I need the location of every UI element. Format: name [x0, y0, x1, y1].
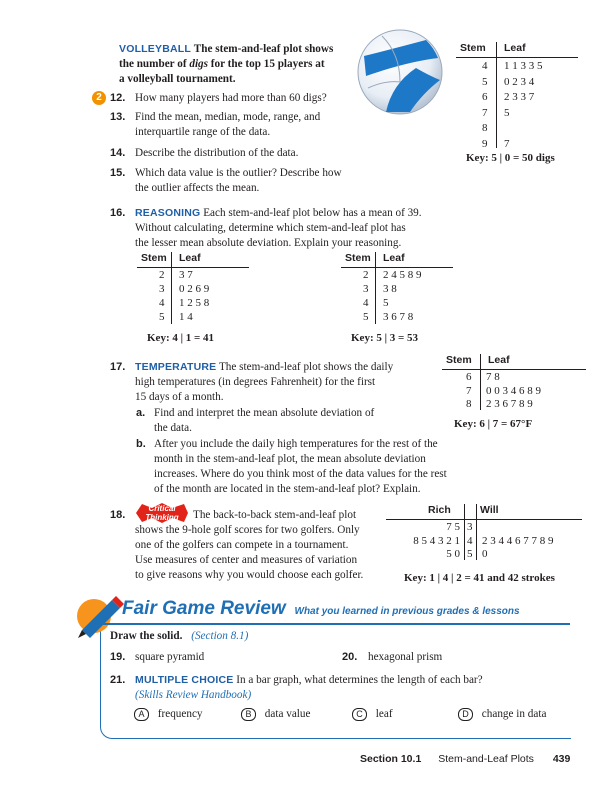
leaf-values: 2 3 3 7 [504, 91, 535, 103]
stem-value: 8 [482, 122, 488, 134]
q16-text [135, 206, 475, 251]
option-letter: B [241, 708, 256, 721]
q18-number: 18. [110, 509, 126, 521]
q15-line1: Which data value is the outlier? Describe how [135, 167, 342, 179]
volleyball-intro-l2b: digs [189, 58, 208, 70]
volleyball-intro-l2c: for the top 15 players at [208, 58, 325, 70]
rich-leaves: 8 5 4 3 2 1 [413, 534, 460, 547]
q13-line2: interquartile range of the data. [135, 126, 271, 138]
stem-value: 5 [363, 311, 369, 323]
q21-question: In a bar graph, what determines the length of each bar? [236, 674, 483, 686]
q12-number: 12. [110, 92, 126, 104]
leaf-values: 1 2 5 8 [179, 297, 210, 309]
q18-line5: to give reasons why you would choose each golfer. [135, 569, 364, 581]
draw-section-ref: (Section 8.1) [191, 630, 249, 642]
q16-line1: Each stem-and-leaf plot below has a mean of 39. [203, 207, 422, 219]
stem-value: 6 [482, 91, 488, 103]
q14-number: 14. [110, 147, 126, 159]
leaf-values: 7 8 [486, 371, 500, 383]
q18-line1: The back-to-back stem-and-leaf plot [193, 509, 357, 521]
volleyball-intro-l1: The stem-and-leaf plot shows [193, 43, 334, 55]
leaf-values: 5 [383, 297, 389, 309]
stem-value: 2 [159, 269, 165, 281]
q14-text: Describe the distribution of the data. [135, 147, 299, 159]
fair-game-review-subtitle: What you learned in previous grades & lessons [294, 606, 520, 617]
q20-text: hexagonal prism [368, 651, 443, 663]
leaf-values: 2 4 5 8 9 [383, 269, 422, 281]
leaf-header: Leaf [383, 252, 405, 264]
stem-value: 5 [159, 311, 165, 323]
leaf-values: 2 3 6 7 8 9 [486, 398, 533, 410]
q21-number: 21. [110, 674, 126, 686]
stem-value: 4 [363, 297, 369, 309]
volleyball-stem-leaf-plot [452, 42, 582, 172]
leaf-values: 3 7 [179, 269, 193, 281]
option-text: leaf [375, 708, 393, 720]
stem-value: 3 [363, 283, 369, 295]
q17b-line1: After you include the daily high temperatures for the rest of the [154, 438, 438, 450]
page-footer [360, 753, 570, 765]
q16-number: 16. [110, 207, 126, 219]
stem-header: Stem [460, 42, 486, 54]
leaf-values: 3 6 7 8 [383, 311, 414, 323]
q17-line1: The stem-and-leaf plot shows the daily [218, 361, 394, 373]
q17a-line2: the data. [154, 422, 192, 434]
option-text: change in data [481, 708, 547, 720]
q19-number: 19. [110, 651, 126, 663]
stem-header: Stem [141, 252, 167, 264]
q18-text [135, 508, 395, 583]
stem-value: 6 [466, 371, 472, 383]
temperature-key: Key: 6 | 7 = 67°F [454, 418, 533, 430]
stem-value: 8 [466, 398, 472, 410]
option-letter: C [352, 708, 367, 721]
leaf-values: 0 2 3 4 [504, 75, 535, 88]
leaf-values: 0 2 6 9 [179, 283, 210, 295]
q15-line2: the outlier affects the mean. [135, 182, 260, 194]
volleyball-label: VOLLEYBALL [119, 43, 191, 55]
q18-line4: Use measures of center and measures of variation [135, 554, 358, 566]
q17b-text [154, 437, 514, 497]
stem-value: 3 [467, 521, 473, 533]
footer-section: Section 10.1 [360, 753, 422, 765]
q17b-line3: increases. Where do you think most of the data values for the rest [154, 468, 447, 480]
q16-plot-b-key: Key: 5 | 3 = 53 [351, 332, 419, 344]
leaf-values: 1 1 3 3 5 [504, 60, 543, 72]
stem-header: Stem [345, 252, 371, 264]
option-b[interactable] [241, 708, 310, 721]
q18-line2: shows the 9-hole golf scores for two golfers. Only [135, 524, 360, 536]
q21-options [134, 708, 574, 724]
q16-line3: the lesser mean absolute deviation. Explain your reasoning. [135, 237, 402, 249]
q16-label: REASONING [135, 207, 201, 219]
q16-plot-a [133, 252, 253, 342]
q21-label: MULTIPLE CHOICE [135, 674, 234, 686]
stem-value: 9 [482, 137, 488, 150]
option-a[interactable] [134, 708, 203, 721]
q15-number: 15. [110, 167, 126, 179]
option-c[interactable] [352, 708, 393, 721]
leaf-header: Leaf [179, 252, 201, 264]
q12-text: How many players had more than 60 digs? [135, 92, 327, 104]
leaf-header: Leaf [504, 42, 526, 54]
leaf-header: Leaf [488, 354, 510, 366]
draw-solid-instruction [110, 630, 248, 642]
will-leaves: 0 [482, 548, 488, 560]
badge-line2: Thinking [145, 513, 179, 522]
stem-value: 5 [482, 75, 488, 88]
q16-plot-a-key: Key: 4 | 1 = 41 [147, 332, 215, 344]
golf-key: Key: 1 | 4 | 2 = 41 and 42 strokes [404, 572, 555, 584]
q20-number: 20. [342, 651, 358, 663]
q13-line1: Find the mean, median, mode, range, and [135, 111, 321, 123]
stem-value: 4 [467, 534, 473, 547]
q17b-label: b. [136, 438, 146, 450]
stem-value: 5 [467, 548, 473, 560]
option-letter: D [458, 708, 473, 721]
leaf-values: 0 0 3 4 6 8 9 [486, 384, 541, 397]
leaf-values: 1 4 [179, 311, 193, 323]
stem-value: 7 [482, 106, 488, 119]
rich-leaves: 5 0 [446, 548, 460, 560]
rich-leaves: 7 5 [446, 521, 460, 533]
footer-title: Stem-and-Leaf Plots [438, 753, 534, 765]
leaf-values: 7 [504, 137, 510, 150]
q18-line3: one of the golfers can compete in a tournament. [135, 539, 349, 551]
fair-game-review-header [122, 598, 520, 620]
stem-value: 3 [159, 283, 165, 295]
option-text: frequency [157, 708, 203, 720]
q17-number: 17. [110, 361, 126, 373]
stem-value: 7 [466, 384, 472, 397]
q21-text [135, 673, 555, 703]
q17-text [135, 360, 435, 405]
volleyball-intro [119, 42, 359, 87]
option-d[interactable] [458, 708, 546, 721]
volleyball-intro-l2a: the number of [119, 58, 190, 70]
badge-line1: Critical [148, 504, 176, 513]
stem-value: 4 [482, 60, 488, 72]
stem-header: Stem [446, 354, 472, 366]
will-leaves: 2 3 4 4 6 7 7 8 9 [482, 534, 554, 547]
leaf-values: 3 8 [383, 283, 397, 295]
volleyball-intro-l3: a volleyball tournament. [119, 73, 236, 85]
q21-ref: (Skills Review Handbook) [135, 689, 252, 701]
q16-plot-b [337, 252, 457, 342]
volleyball-key: Key: 5 | 0 = 50 digs [466, 152, 555, 164]
q13-text [135, 110, 395, 140]
temperature-stem-leaf-plot [440, 354, 590, 434]
will-header: Will [480, 504, 499, 516]
stem-value: 4 [159, 297, 165, 309]
q17-line3: 15 days of a month. [135, 391, 224, 403]
rich-header: Rich [428, 504, 451, 516]
q17a-line1: Find and interpret the mean absolute deviation of [154, 407, 375, 419]
q13-number: 13. [110, 111, 126, 123]
page-number: 439 [552, 753, 571, 765]
q16-line2: Without calculating, determine which stem-and-leaf plot has [135, 222, 406, 234]
difficulty-badge: 2 [92, 91, 106, 105]
fair-game-review-title: Fair Game Review [122, 598, 286, 619]
leaf-values: 5 [504, 106, 510, 119]
stem-value: 2 [363, 269, 369, 281]
q17a-text [154, 406, 434, 436]
option-letter: A [134, 708, 149, 721]
option-text: data value [264, 708, 311, 720]
golf-back-to-back-plot [384, 504, 584, 594]
q17-label: TEMPERATURE [135, 361, 217, 373]
volleyball-image [356, 28, 444, 116]
fgr-rule [100, 623, 570, 625]
q19-text: square pyramid [135, 651, 205, 663]
q17b-line4: of the month are located in the stem-and-leaf plot? Explain. [154, 483, 421, 495]
q15-text [135, 166, 395, 196]
draw-text: Draw the solid. [110, 630, 183, 642]
q17-line2: high temperatures (in degrees Fahrenheit) for the first [135, 376, 376, 388]
q17b-line2: month in the stem-and-leaf plot, the mean absolute deviation [154, 453, 426, 465]
q17a-label: a. [136, 407, 146, 419]
